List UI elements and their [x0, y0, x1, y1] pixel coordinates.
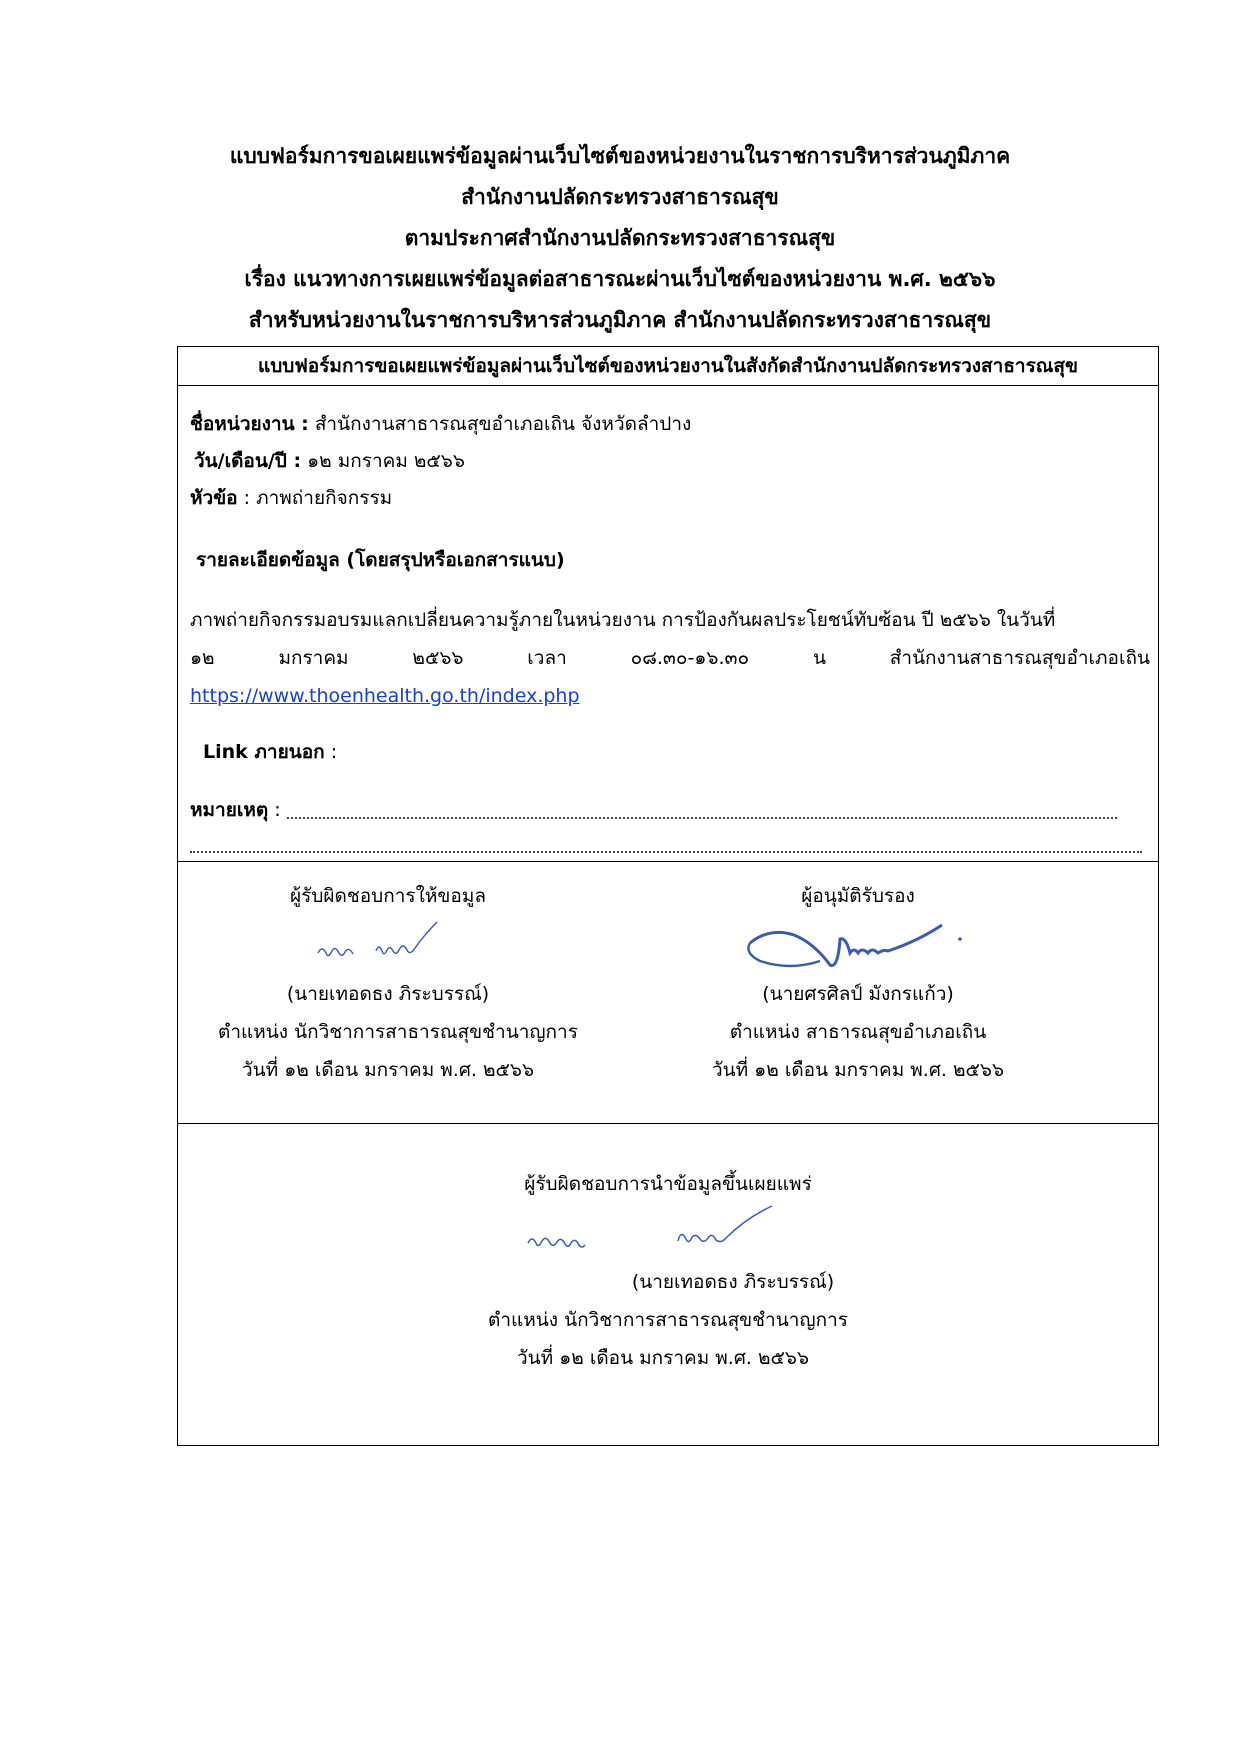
detail-word: มกราคม: [278, 647, 349, 669]
document-header: [0, 136, 1240, 341]
detail-word: ๒๕๖๖: [412, 647, 464, 669]
external-link-colon: :: [330, 741, 338, 763]
approver-name: (นายศรศิลป์ มังกรแก้ว): [762, 983, 954, 1005]
agency-field: [190, 411, 691, 437]
publisher-position: ตำแหน่ง นักวิชาการสาธารณสุขชำนาญการ: [488, 1309, 848, 1331]
detail-line-1: ภาพถ่ายกิจกรรมอบรมแลกเปลี่ยนความรู้ภายในหน่วยงาน การป้องกันผลประโยชน์ทับซ้อน ปี ๒๕๖๖ ในวันที่: [190, 609, 1056, 631]
provider-label: ผู้รับผิดชอบการให้ขอมูล: [290, 885, 486, 907]
detail-word: ๑๒: [190, 647, 215, 669]
detail-body: [190, 601, 1150, 715]
header-line-3: ตามประกาศสำนักงานปลัดกระทรวงสาธารณสุข: [404, 226, 836, 250]
provider-signature-image: [298, 915, 478, 975]
publisher-date: วันที่ ๑๒ เดือน มกราคม พ.ศ. ๒๕๖๖: [516, 1347, 810, 1369]
topic-field: [190, 485, 392, 511]
header-line-1: แบบฟอร์มการขอเผยแพร่ข้อมูลผ่านเว็บไซต์ของหน่วยงานในราชการบริหารส่วนภูมิภาค: [229, 144, 1011, 168]
provider-position: ตำแหน่ง นักวิชาการสาธารณสุขชำนาญการ: [218, 1021, 578, 1043]
header-line-5: สำหรับหน่วยงานในราชการบริหารส่วนภูมิภาค สำนักงานปลัดกระทรวงสาธารณสุข: [248, 308, 992, 332]
agency-label: ชื่อหน่วยงาน :: [190, 413, 309, 435]
publisher-label: ผู้รับผิดชอบการนำข้อมูลขึ้นเผยแพร่: [524, 1173, 812, 1195]
approver-date: วันที่ ๑๒ เดือน มกราคม พ.ศ. ๒๕๖๖: [711, 1059, 1005, 1081]
remarks-colon: :: [274, 799, 281, 821]
approver-signature-image: [738, 915, 978, 975]
signature-publisher: [428, 1165, 908, 1377]
section-divider: [178, 1123, 1158, 1124]
request-form: [177, 346, 1159, 1446]
detail-word: ๐๘.๓๐-๑๖.๓๐: [630, 647, 750, 669]
publisher-signature-image: [508, 1203, 828, 1263]
topic-label: หัวข้อ: [190, 487, 238, 509]
detail-word: เวลา: [527, 647, 567, 669]
date-value: ๑๒ มกราคม ๒๕๖๖: [307, 450, 465, 472]
detail-heading: รายละเอียดข้อมูล (โดยสรุปหรือเอกสารแนบ): [196, 549, 565, 571]
signature-provider: [218, 877, 578, 1089]
date-label: วัน/เดือน/ปี :: [194, 450, 302, 472]
provider-name: (นายเทอดธง ภิระบรรณ์): [286, 983, 490, 1005]
section-divider: [178, 861, 1158, 862]
signature-approver: [688, 877, 1028, 1089]
publisher-name: (นายเทอดธง ภิระบรรณ์): [631, 1271, 835, 1293]
agency-value: สำนักงานสาธารณสุขอำเภอเถิน จังหวัดลำปาง: [314, 413, 692, 435]
external-link-label: Link ภายนอก: [203, 741, 325, 763]
remarks-label: หมายเหตุ: [190, 799, 269, 821]
approver-position: ตำแหน่ง สาธารณสุขอำเภอเถิน: [729, 1021, 987, 1043]
external-link-field: [203, 737, 337, 767]
detail-word: สำนักงานสาธารณสุขอำเภอเถิน: [889, 647, 1150, 669]
detail-line-2: [190, 639, 1150, 677]
remarks-field: [190, 795, 1142, 825]
approver-label: ผู้อนุมัติรับรอง: [801, 885, 915, 907]
remarks-dotted-line-2: [190, 849, 1142, 853]
detail-link[interactable]: https://www.thoenhealth.go.th/index.php: [190, 685, 580, 707]
remarks-dotted-line: [287, 803, 1117, 819]
form-title: แบบฟอร์มการขอเผยแพร่ข้อมูลผ่านเว็บไซต์ของหน่วยงานในสังกัดสำนักงานปลัดกระทรวงสาธารณสุข: [178, 347, 1158, 386]
detail-word: น: [812, 647, 826, 669]
topic-value: : ภาพถ่ายกิจกรรม: [243, 487, 393, 509]
date-field: [194, 448, 465, 474]
provider-date: วันที่ ๑๒ เดือน มกราคม พ.ศ. ๒๕๖๖: [241, 1059, 535, 1081]
header-line-2: สำนักงานปลัดกระทรวงสาธารณสุข: [461, 185, 779, 209]
header-line-4: เรื่อง แนวทางการเผยแพร่ข้อมูลต่อสาธารณะผ่านเว็บไซต์ของหน่วยงาน พ.ศ. ๒๕๖๖: [244, 267, 996, 291]
